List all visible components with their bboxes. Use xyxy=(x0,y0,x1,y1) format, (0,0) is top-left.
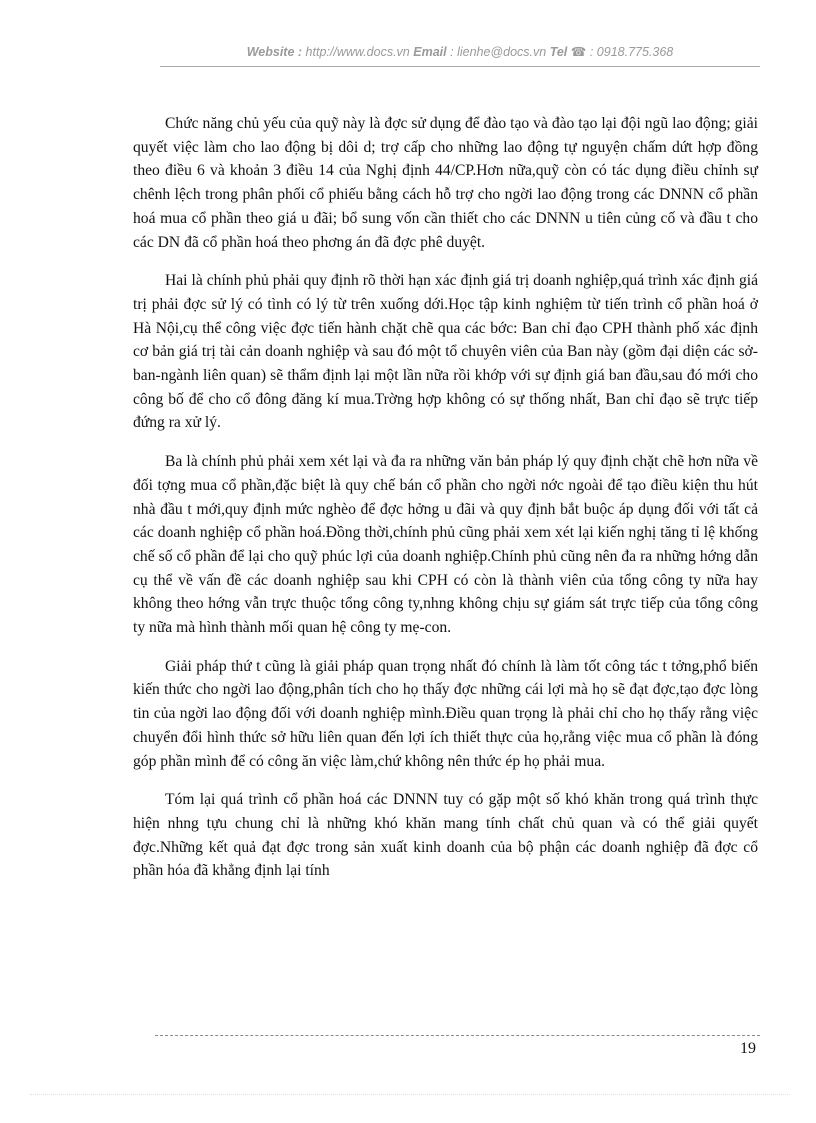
website-label: Website : xyxy=(246,45,303,59)
website-url[interactable]: http://www.docs.vn xyxy=(305,45,410,59)
email-separator: : xyxy=(450,45,454,59)
page-header xyxy=(160,44,760,64)
tel-label: Tel xyxy=(549,45,568,59)
page-number: 19 xyxy=(740,1040,756,1057)
paragraph-2: Hai là chính phủ phải quy định rõ thời hạn xác định giá trị doanh nghiệp,quá trình xác định giá trị phải đợc sử lý có tình có lý từ trên xuống dới.Học tập kinh nghiệm từ tiến trình cổ phần hoá ở Hà Nội,cụ thể công việc đợc tiến hành chặt chẽ qua các bớc: Ban chỉ đạo CPH thành phố xác định cơ bản giá trị tài cản doanh nghiệp và sau đó một tổ chuyên viên của Ban này (gồm đại diện các sở-ban-ngành liên quan) sẽ thẩm định lại một lần nữa rồi khớp với sự định giá ban đầu,sau đó mới cho công bố để cho cổ đông đăng kí mua.Trờng hợp không có sự thống nhất, Ban chỉ đạo sẽ trực tiếp đứng ra xử lý. xyxy=(133,272,758,432)
footer-divider xyxy=(155,1035,760,1036)
page-bottom-border xyxy=(30,1094,790,1095)
paragraph-1: Chức năng chủ yếu của quỹ này là đợc sử dụng để đào tạo và đào tạo lại đội ngũ lao động; giải quyết việc làm cho lao động bị dôi d; trợ cấp cho những lao động tự nguyện chấm dứt hợp đồng theo điều 6 và khoản 3 điều 14 của Nghị định 44/CP.Hơn nữa,quỹ còn có tác dụng điều chỉnh sự chênh lệch trong phân phối cổ phiếu bằng cách hỗ trợ cho ngời lao động trong các DNNN cổ phần hoá mua cổ phần theo giá u đãi; bổ sung vốn cần thiết cho các DNNN u tiên củng cố và đầu t cho các DN đã cổ phần hoá theo phơng án đã đợc phê duyệt. xyxy=(133,115,758,251)
paragraph-5: Tóm lại quá trình cổ phần hoá các DNNN tuy có gặp một số khó khăn trong quá trình thực hiện nhng tựu chung chỉ là những khó khăn mang tính chất chủ quan và có thể giải quyết đợc.Những kết quả đạt đợc trong sản xuất kinh doanh của bộ phận các doanh nghiệp đã đợc cổ phần hóa đã khẳng định lại tính xyxy=(133,791,758,880)
email-address[interactable]: lienhe@docs.vn xyxy=(457,45,547,59)
document-body xyxy=(133,112,758,898)
paragraph-3: Ba là chính phủ phải xem xét lại và đa ra những văn bản pháp lý quy định chặt chẽ hơn nữa về đối tợng mua cổ phần,đặc biệt là quy chế bán cổ phần cho ngời nớc ngoài để tạo điều kiện thu hút nhà đầu t mới,quy định mức nghèo để đợc hởng u đãi và quy định bắt buộc áp dụng đối với tất cả các doanh nghiệp cổ phần hoá.Đồng thời,chính phủ cũng phải xem xét lại kiến nghị tăng tỉ lệ khống chế số cổ phần để lại cho quỹ phúc lợi của doanh nghiệp.Chính phủ cũng nên đa ra những hớng dẫn cụ thể về vấn đề các doanh nghiệp sau khi CPH có còn là thành viên của tổng công ty nữa hay không theo hớng vẫn trực thuộc tổng công ty,nhng không chịu sự giám sát trực tiếp của tổng công ty nữa mà hình thành mối quan hệ công ty mẹ-con. xyxy=(133,453,758,637)
email-label: Email xyxy=(413,45,447,59)
tel-number: : 0918.775.368 xyxy=(589,45,674,59)
paragraph-4: Giải pháp thứ t cũng là giải pháp quan trọng nhất đó chính là làm tốt công tác t tởng,phổ biến kiến thức cho ngời lao động,phân tích cho họ thấy đợc những cái lợi mà họ sẽ đạt đợc,tạo đợc lòng tin của ngời lao động đối với doanh nghiệp mình.Điều quan trọng là phải chỉ cho họ thấy rằng việc chuyển đổi hình thức sở hữu liên quan đến lợi ích thiết thực của họ,rằng việc mua cổ phần là đóng góp phần mình để có công ăn việc làm,chứ không nên thức ép họ phải mua. xyxy=(133,657,758,770)
header-divider xyxy=(160,66,760,67)
phone-icon: ☎ xyxy=(570,45,587,59)
